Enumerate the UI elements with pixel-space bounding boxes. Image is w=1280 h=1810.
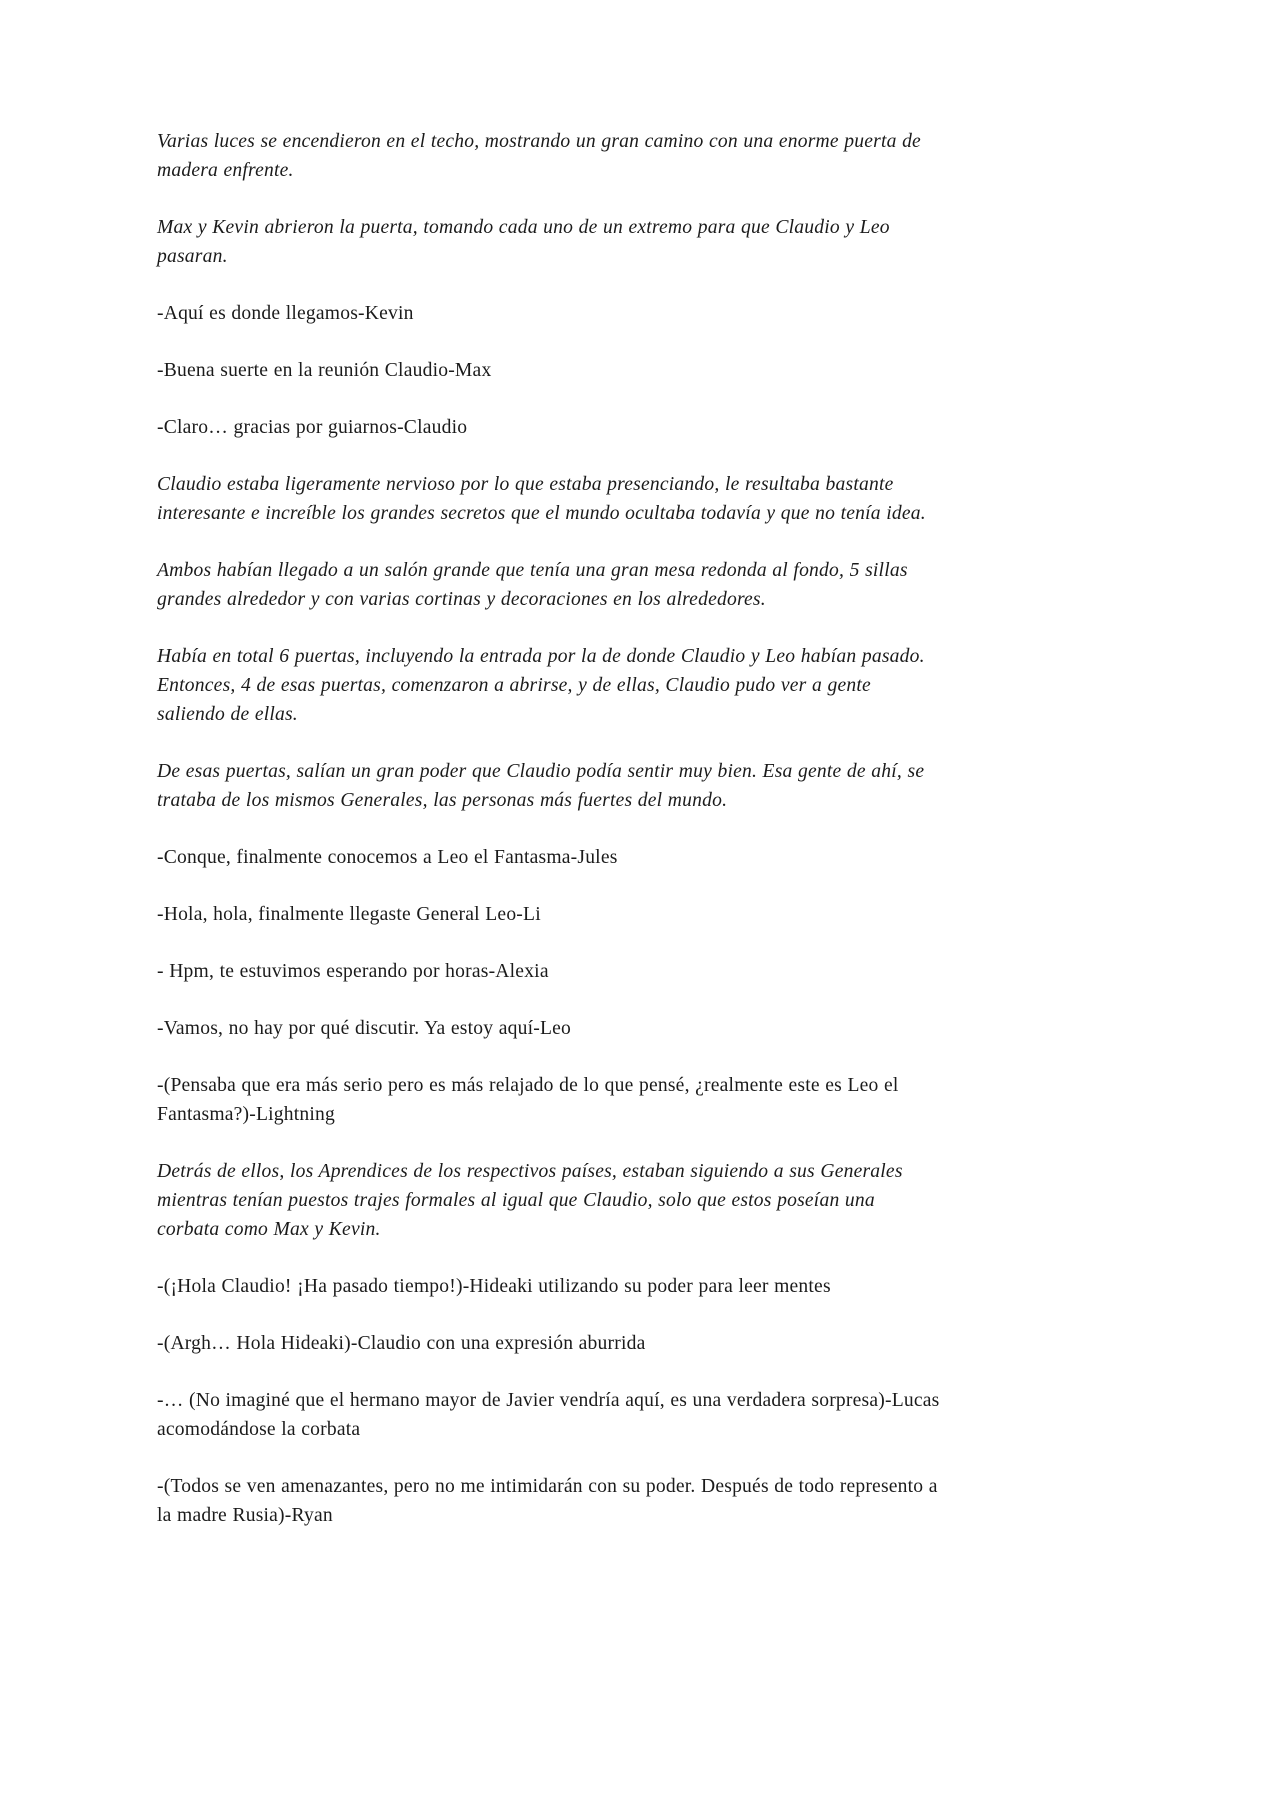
paragraph-dialogue: - Hpm, te estuvimos esperando por horas-Alexia xyxy=(157,960,549,982)
paragraph-narration: Había en total 6 puertas, incluyendo la entrada por la de donde Claudio y Leo habían pasado. Entonces, 4 de esas puertas, comenzaron a abrirse, y de ellas, Claudio pudo ver a gente saliendo de ellas. xyxy=(157,645,925,725)
paragraph-dialogue: -Hola, hola, finalmente llegaste General Leo-Li xyxy=(157,903,541,925)
paragraph-dialogue: -… (No imaginé que el hermano mayor de Javier vendría aquí, es una verdadera sorpresa)-Lucas acomodándose la corbata xyxy=(157,1389,940,1440)
paragraph-narration: Claudio estaba ligeramente nervioso por lo que estaba presenciando, le resultaba bastante interesante e increíble los grandes secretos que el mundo ocultaba todavía y que no tenía idea. xyxy=(157,473,926,524)
paragraph-narration: Detrás de ellos, los Aprendices de los respectivos países, estaban siguiendo a sus Generales mientras tenían puestos trajes formales al igual que Claudio, solo que estos poseían una corbata como Max y Kevin. xyxy=(157,1160,903,1240)
paragraph-narration: Max y Kevin abrieron la puerta, tomando cada uno de un extremo para que Claudio y Leo pasaran. xyxy=(157,216,890,267)
paragraph-narration: De esas puertas, salían un gran poder que Claudio podía sentir muy bien. Esa gente de ahí, se trataba de los mismos Generales, las personas más fuertes del mundo. xyxy=(157,760,925,811)
paragraph-dialogue: -Conque, finalmente conocemos a Leo el Fantasma-Jules xyxy=(157,846,618,868)
paragraph-dialogue: -(Argh… Hola Hideaki)-Claudio con una expresión aburrida xyxy=(157,1332,646,1354)
paragraph-dialogue: -(¡Hola Claudio! ¡Ha pasado tiempo!)-Hideaki utilizando su poder para leer mentes xyxy=(157,1275,831,1297)
paragraph-dialogue: -(Todos se ven amenazantes, pero no me intimidarán con su poder. Después de todo represento a la madre Rusia)-Ryan xyxy=(157,1475,938,1526)
paragraph-dialogue: -(Pensaba que era más serio pero es más relajado de lo que pensé, ¿realmente este es Leo el Fantasma?)-Lightning xyxy=(157,1074,899,1125)
document-body xyxy=(157,128,942,1531)
paragraph-narration: Varias luces se encendieron en el techo, mostrando un gran camino con una enorme puerta de madera enfrente. xyxy=(157,131,921,181)
paragraph-narration: Ambos habían llegado a un salón grande que tenía una gran mesa redonda al fondo, 5 sillas grandes alrededor y con varias cortinas y decoraciones en los alrededores. xyxy=(157,559,908,610)
paragraph-dialogue: -Aquí es donde llegamos-Kevin xyxy=(157,302,414,324)
paragraph-dialogue: -Vamos, no hay por qué discutir. Ya estoy aquí-Leo xyxy=(157,1017,572,1039)
paragraph-dialogue: -Claro… gracias por guiarnos-Claudio xyxy=(157,416,468,438)
paragraph-dialogue: -Buena suerte en la reunión Claudio-Max xyxy=(157,359,492,381)
